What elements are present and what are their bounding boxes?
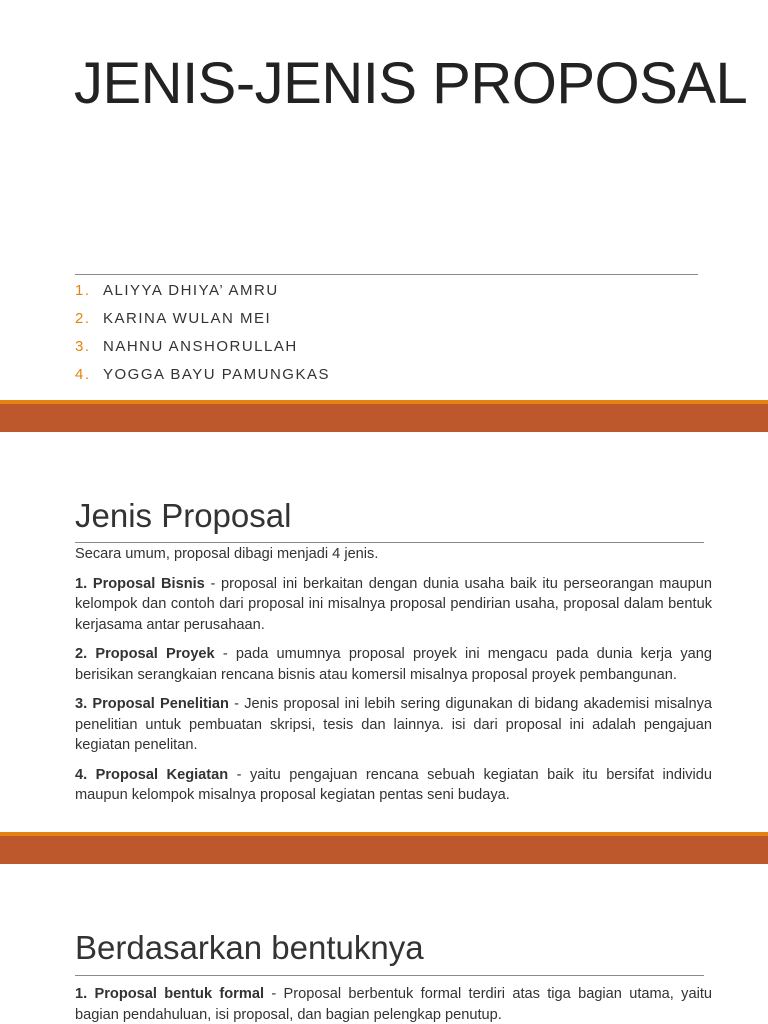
author-list (75, 280, 330, 392)
title-rule (75, 274, 698, 275)
list-item (75, 765, 712, 806)
item-term: 2. Proposal Proyek (75, 646, 215, 662)
item-text: - pada umumnya proposal proyek ini mengacu pada dunia kerja yang berisikan serangkaian rencana bisnis atau komersil misalnya proposal proyek pembangunan. (75, 646, 712, 683)
item-text: - Proposal berbentuk formal terdiri atas tiga bagian utama, yaitu bagian pendahuluan, isi proposal, dan bagian pelengkap penutup. (75, 986, 712, 1023)
intro-text: Secara umum, proposal dibagi menjadi 4 jenis. (75, 546, 379, 562)
slide-3-title: Berdasarkan bentuknya (75, 929, 424, 966)
list-item (75, 308, 330, 336)
slide-2-body (75, 544, 712, 815)
author-name: KARINA WULAN MEI (103, 310, 272, 327)
list-number: 1. (75, 282, 91, 299)
slide-divider (0, 836, 768, 864)
list-item (75, 694, 712, 756)
list-item (75, 644, 712, 685)
item-text: - Jenis proposal ini lebih sering digunakan di bidang akademisi misalnya penelitian untuk pembuatan skripsi, tesis dan lainnya. isi dari proposal ini adalah pengajuan kegiatan penelitan. (75, 696, 712, 753)
item-term: 1. Proposal bentuk formal (75, 986, 265, 1002)
item-text: - yaitu pengajuan rencana sebuah kegiatan baik itu bersifat individu maupun kelompok misalnya proposal kegiatan pentas seni budaya. (75, 766, 713, 803)
list-item (75, 364, 330, 392)
author-name: ALIYYA DHIYA’ AMRU (103, 282, 279, 299)
heading-rule (75, 975, 704, 976)
list-item (75, 336, 330, 364)
list-item (75, 984, 712, 1024)
item-term: 3. Proposal Penelitian (75, 696, 229, 712)
slide-1-title: JENIS-JENIS PROPOSAL (74, 51, 748, 116)
list-number: 4. (75, 366, 91, 383)
slide-3-body (75, 984, 712, 1024)
heading-rule (75, 542, 704, 543)
slide-2-title: Jenis Proposal (75, 497, 292, 534)
item-term: 4. Proposal Kegiatan (75, 766, 229, 783)
list-item (75, 280, 330, 308)
list-number: 2. (75, 310, 91, 327)
author-name: NAHNU ANSHORULLAH (103, 338, 298, 355)
item-text: - proposal ini berkaitan dengan dunia usaha baik itu perseorangan maupun kelompok dan contoh dari proposal ini misalnya proposal pendirian usaha, proposal dalam bentuk kerjasama antar perusahaan. (75, 575, 712, 633)
list-number: 3. (75, 338, 91, 355)
author-name: YOGGA BAYU PAMUNGKAS (103, 366, 330, 383)
slide-divider (0, 404, 768, 432)
item-term: 1. Proposal Bisnis (75, 575, 205, 592)
list-item (75, 574, 712, 636)
